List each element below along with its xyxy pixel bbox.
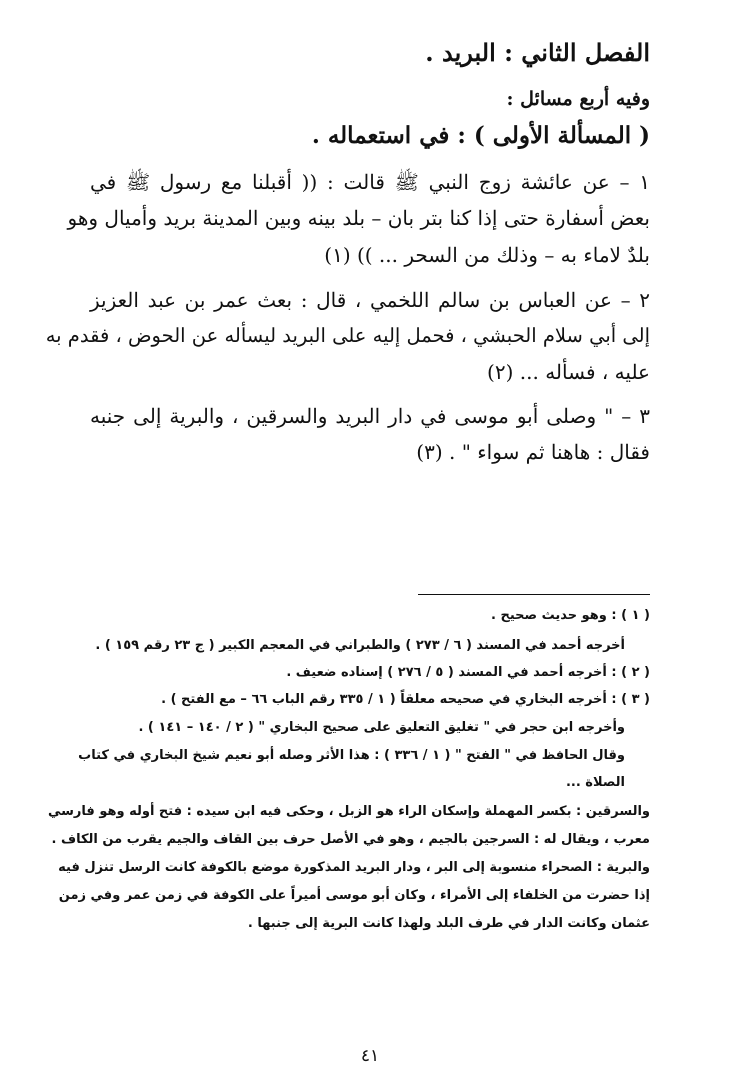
body-line: بعض أسفارة حتى إذا كنا بتر بان – بلد بينه وبين المدينة بريد وأميال وهو: [67, 206, 650, 230]
footnote-line: وأخرجه ابن حجر في " تغليق التعليق على صحيح البخاري " ( ٢ / ١٤٠ – ١٤١ ) .: [138, 720, 625, 735]
footnote-separator: [418, 594, 650, 595]
body-line: إلى أبي سلام الحبشي ، فحمل إليه على البريد ليسأله عن الحوض ، فقدم به: [45, 324, 650, 347]
footnote-line: ( ١ ) : وهو حديث صحيح .: [490, 608, 650, 623]
footnote-line: ( ٣ ) : أخرجه البخاري في صحيحه معلقاً ( ١ / ٣٣٥ رقم الباب ٦٦ – مع الفتح ) .: [161, 692, 650, 707]
footnote-line: والبرية : الصحراء منسوبة إلى البر ، ودار البريد المذكورة موضع بالكوفة كانت الرسل تنزل فيه: [58, 860, 650, 875]
footnote-line: عثمان وكانت الدار في طرف البلد ولهذا كانت البرية إلى جنبها .: [247, 916, 650, 931]
footnote-line: إذا حضرت من الخلفاء إلى الأمراء ، وكان أبو موسى أميراً على الكوفة في زمن عمر وفي زمن: [58, 888, 650, 903]
footnote-line: أخرجه أحمد في المسند ( ٦ / ٢٧٣ ) والطبراني في المعجم الكبير ( ج ٢٣ رقم ١٥٩ ) .: [95, 638, 625, 653]
issue-heading: ( المسألة الأولى ) : في استعماله .: [311, 122, 650, 149]
body-line: فقال : هاهنا ثم سواء " . (٣): [416, 440, 650, 464]
body-line: بلدٌ لاماء به – وذلك من السحر ... )) (١): [324, 243, 650, 267]
footnote-line: ( ٢ ) : أخرجه أحمد في المسند ( ٥ / ٢٧٦ ) إسناده ضعيف .: [286, 665, 650, 680]
body-line: ١ – عن عائشة زوج النبي ﷺ قالت : (( أقبلنا مع رسول ﷺ في: [90, 170, 650, 194]
footnote-line: والسرقين : بكسر المهملة وإسكان الراء هو الزبل ، وحكى فيه ابن سيده : فتح أوله وهو فارسي: [47, 804, 650, 819]
footnote-line: الصلاة ...: [565, 775, 625, 790]
chapter-intro: وفيه أربع مسائل :: [506, 88, 650, 110]
chapter-heading: الفصل الثاني : البريد .: [425, 38, 650, 67]
body-line: ٢ – عن العباس بن سالم اللخمي ، قال : بعث عمر بن عبد العزيز: [90, 288, 650, 312]
footnote-line: معرب ، ويقال له : السرجين بالجيم ، وهو في الأصل حرف بين القاف والجيم يقرب من الكاف .: [51, 832, 650, 847]
footnote-line: وقال الحافظ في " الفتح " ( ١ / ٣٣٦ ) : هذا الأثر وصله أبو نعيم شيخ البخاري في كتاب: [78, 748, 625, 763]
body-line: ٣ – " وصلى أبو موسى في دار البريد والسرقين ، والبرية إلى جنبه: [90, 404, 650, 428]
body-line: عليه ، فسأله ... (٢): [487, 360, 650, 384]
page-number: ٤١: [360, 1046, 380, 1066]
